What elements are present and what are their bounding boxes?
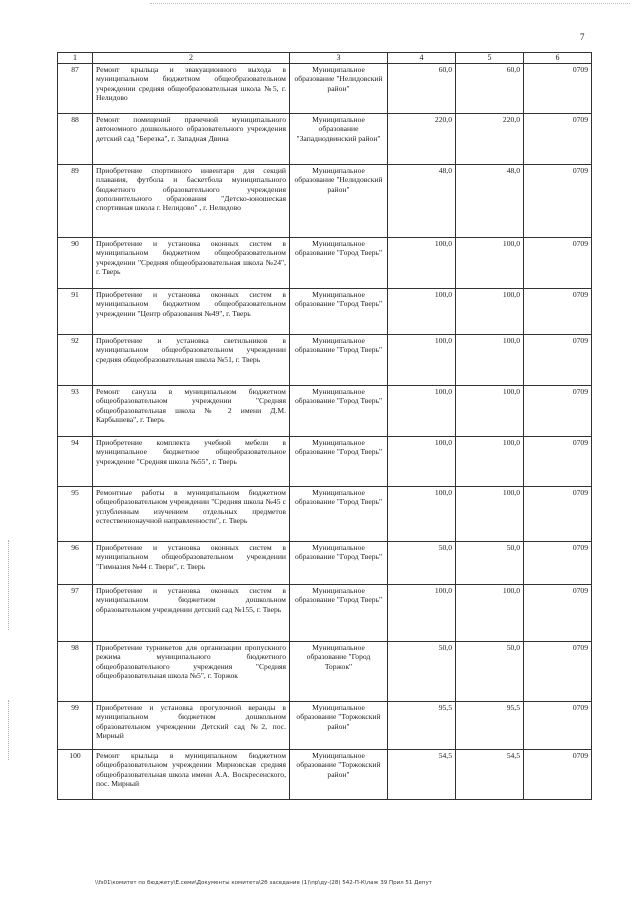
row-municipality: Муниципальное образование "Город Тверь" (290, 585, 388, 642)
row-number: 90 (58, 238, 93, 289)
row-amount-2: 60,0 (456, 64, 524, 114)
row-amount-1: 100,0 (388, 238, 456, 289)
table-row (58, 542, 592, 585)
row-amount-2: 50,0 (456, 542, 524, 585)
row-number: 91 (58, 289, 93, 335)
row-code: 0709 (524, 335, 592, 386)
row-municipality: Муниципальное образование "Нелидовский район" (290, 165, 388, 238)
row-municipality: Муниципальное образование "Город Тверь" (290, 238, 388, 289)
row-amount-2: 100,0 (456, 289, 524, 335)
table-row (58, 165, 592, 238)
row-description: Приобретение и установка оконных систем в муниципальном общеобразовательном учреждении "Гимназия №44 г. Твери", г. Тверь (93, 542, 290, 585)
row-number: 92 (58, 335, 93, 386)
table-row (58, 114, 592, 165)
margin-punch-mark (8, 700, 10, 760)
row-code: 0709 (524, 114, 592, 165)
row-municipality: Муниципальное образование "Город Тверь" (290, 437, 388, 487)
row-description: Ремонтные работы в муниципальном бюджетном общеобразовательном учреждении "Средняя школа №45 с углубленным изучением отдельных предметов естественнонаучной направленности", г. Тверь (93, 487, 290, 542)
row-number: 94 (58, 437, 93, 487)
row-amount-1: 95,5 (388, 702, 456, 750)
row-municipality: Муниципальное образование "Город Торжок" (290, 642, 388, 702)
row-municipality: Муниципальное образование "Торжокский район" (290, 750, 388, 800)
table-row (58, 238, 592, 289)
row-amount-1: 100,0 (388, 335, 456, 386)
row-municipality: Муниципальное образование "Город Тверь" (290, 289, 388, 335)
row-description: Приобретение комплекта учебной мебели в муниципальное бюджетное общеобразовательное учреждение "Средняя школа №55", г. Тверь (93, 437, 290, 487)
row-amount-1: 100,0 (388, 386, 456, 437)
row-number: 100 (58, 750, 93, 800)
row-number: 95 (58, 487, 93, 542)
row-amount-2: 100,0 (456, 585, 524, 642)
table-row (58, 64, 592, 114)
column-header: 1 (58, 53, 93, 64)
row-code: 0709 (524, 238, 592, 289)
row-number: 88 (58, 114, 93, 165)
row-amount-2: 100,0 (456, 437, 524, 487)
row-amount-1: 54,5 (388, 750, 456, 800)
row-description: Ремонт помещений прачечной муниципального автономного дошкольного образовательного учреждения детский сад "Березка", г. Западная Двина (93, 114, 290, 165)
row-description: Ремонт санузла в муниципальном бюджетном общеобразовательном учреждении "Средняя общеобразовательная школа № 2 имени Д.М. Карбышева", г. Тверь (93, 386, 290, 437)
row-description: Приобретение и установка прогулочной веранды в муниципальном бюджетном дошкольном образовательном учреждении Детский сад №2, пос. Мирный (93, 702, 290, 750)
row-amount-1: 48,0 (388, 165, 456, 238)
row-amount-2: 100,0 (456, 335, 524, 386)
row-amount-2: 50,0 (456, 642, 524, 702)
row-amount-1: 100,0 (388, 289, 456, 335)
row-amount-2: 54,5 (456, 750, 524, 800)
table-body (58, 64, 592, 800)
row-code: 0709 (524, 64, 592, 114)
row-description: Приобретение спортивного инвентаря для секций плавания, футбола и баскетбола муниципального бюджетного образовательного учреждения дополнительного образования "Детско-юношеская спортивная школа г. Нелидово" , г. Нелидово (93, 165, 290, 238)
row-description: Ремонт крыльца и эвакуационного выхода в муниципальном бюджетном общеобразовательном учреждении средняя общеобразовательная школа №5, г. Нелидово (93, 64, 290, 114)
row-description: Приобретение и установка светильников в муниципальном общеобразовательном учреждении средняя общеобразовательная школа №51, г. Тверь (93, 335, 290, 386)
row-amount-1: 100,0 (388, 585, 456, 642)
row-description: Приобретение и установка оконных систем в муниципальном бюджетном общеобразовательном учреждении "Центр образования №49", г. Тверь (93, 289, 290, 335)
column-header: 6 (524, 53, 592, 64)
row-code: 0709 (524, 386, 592, 437)
row-description: Приобретение и установка оконных систем в муниципальном бюджетном общеобразовательном учреждении "Средняя общеобразовательная школа №24", г. Тверь (93, 238, 290, 289)
scan-artifact-line (150, 3, 630, 5)
row-number: 98 (58, 642, 93, 702)
row-code: 0709 (524, 437, 592, 487)
row-number: 93 (58, 386, 93, 437)
row-amount-1: 100,0 (388, 437, 456, 487)
row-number: 99 (58, 702, 93, 750)
row-number: 87 (58, 64, 93, 114)
row-description: Приобретение турникетов для организации пропускного режима муниципального бюджетного общеобразовательного учреждения "Средняя общеобразовательная школа №5", г. Торжок (93, 642, 290, 702)
column-header: 5 (456, 53, 524, 64)
file-path-footer: \\fs01\комитет по бюджету\Е.семи\Документы комитета\2б заседание (1)\пр\ду-(28) 542-П-К\лаж 39 Прил 51 Депут (95, 880, 432, 886)
row-amount-1: 50,0 (388, 542, 456, 585)
column-header: 3 (290, 53, 388, 64)
row-amount-1: 60,0 (388, 64, 456, 114)
table-row (58, 702, 592, 750)
row-amount-2: 220,0 (456, 114, 524, 165)
header-row (58, 53, 592, 64)
row-municipality: Муниципальное образование "Город Тверь" (290, 386, 388, 437)
row-code: 0709 (524, 702, 592, 750)
table-row (58, 437, 592, 487)
row-amount-1: 220,0 (388, 114, 456, 165)
row-description: Ремонт крыльца в муниципальном бюджетном общеобразовательном учреждении Мирновская средняя общеобразовательная школа имени А.А. Воскресенского, пос. Мирный (93, 750, 290, 800)
table-row (58, 386, 592, 437)
row-amount-2: 100,0 (456, 386, 524, 437)
row-amount-1: 50,0 (388, 642, 456, 702)
row-code: 0709 (524, 750, 592, 800)
row-number: 89 (58, 165, 93, 238)
row-code: 0709 (524, 642, 592, 702)
row-code: 0709 (524, 585, 592, 642)
row-code: 0709 (524, 487, 592, 542)
table-row (58, 335, 592, 386)
row-description: Приобретение и установка оконных систем в муниципальном бюджетном дошкольном образовательном учреждении детский сад №155, г. Тверь (93, 585, 290, 642)
row-municipality: Муниципальное образование "Город Тверь" (290, 335, 388, 386)
page-number: 7 (580, 32, 585, 42)
row-amount-2: 48,0 (456, 165, 524, 238)
row-amount-2: 95,5 (456, 702, 524, 750)
table-row (58, 750, 592, 800)
budget-table (57, 52, 592, 800)
margin-punch-mark (8, 540, 10, 630)
row-amount-2: 100,0 (456, 238, 524, 289)
row-municipality: Муниципальное образование "Торжокский район" (290, 702, 388, 750)
table-row (58, 289, 592, 335)
row-amount-2: 100,0 (456, 487, 524, 542)
table-row (58, 642, 592, 702)
row-number: 97 (58, 585, 93, 642)
table-row (58, 487, 592, 542)
row-municipality: Муниципальное образование "Нелидовский район" (290, 64, 388, 114)
row-code: 0709 (524, 542, 592, 585)
row-municipality: Муниципальное образование "Западнодвинский район" (290, 114, 388, 165)
row-municipality: Муниципальное образование "Город Тверь" (290, 542, 388, 585)
row-municipality: Муниципальное образование "Город Тверь" (290, 487, 388, 542)
column-header: 4 (388, 53, 456, 64)
row-code: 0709 (524, 289, 592, 335)
table-row (58, 585, 592, 642)
row-number: 96 (58, 542, 93, 585)
row-code: 0709 (524, 165, 592, 238)
column-header: 2 (93, 53, 290, 64)
row-amount-1: 100,0 (388, 487, 456, 542)
